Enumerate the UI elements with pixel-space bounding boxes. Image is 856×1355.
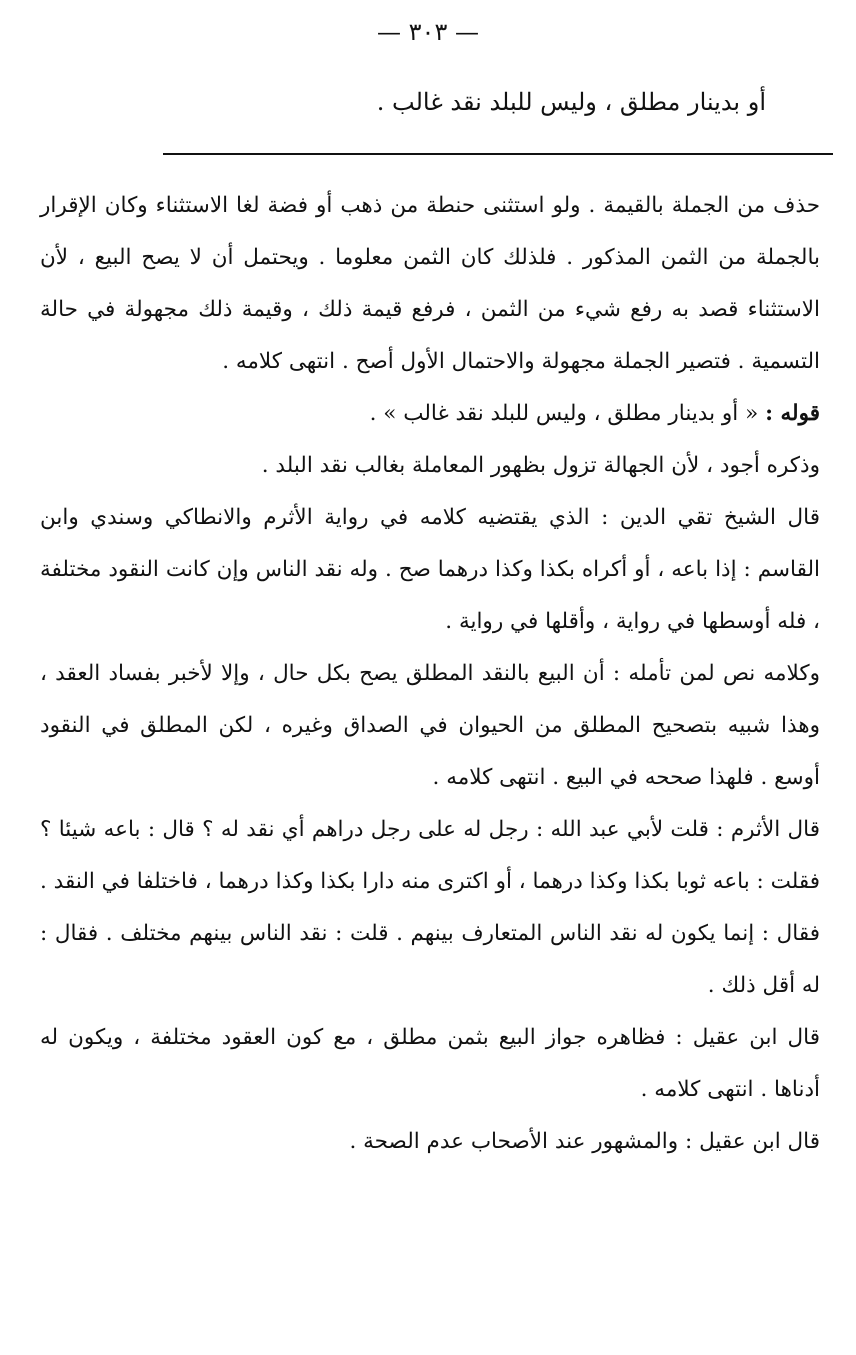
paragraph-text: قال ابن عقيل : والمشهور عند الأصحاب عدم الصحة .: [349, 1129, 820, 1154]
paragraph: [40, 804, 820, 1012]
paragraph-text: وذكره أجود ، لأن الجهالة تزول بظهور المعاملة بغالب نقد البلد .: [261, 453, 820, 478]
paragraph: [40, 388, 820, 440]
paragraph-text: « أو بدينار مطلق ، وليس للبلد نقد غالب » .: [369, 401, 759, 426]
paragraph-text: قال الشيخ تقي الدين : الذي يقتضيه كلامه في رواية الأثرم والانطاكي وسندي وابن القاسم : إذا باعه ، أو أكراه بكذا وكذا درهما صح . وله نقد الناس وإن كانت النقود مختلفة ، فله أوسطها في رواية ، وأقلها في رواية .: [40, 505, 820, 634]
paragraph: [40, 1012, 820, 1116]
paragraph-lead: قوله :: [765, 401, 820, 426]
footnote-divider: [163, 153, 833, 155]
paragraph-text: قال الأثرم : قلت لأبي عبد الله : رجل له على رجل دراهم أي نقد له ؟ قال : باعه شيئا ؟ فقلت : باعه ثوبا بكذا وكذا درهما ، أو اكترى منه دارا بكذا وكذا درهما ، فاختلفا في النقد . فقال : إنما يكون له نقد الناس المتعارف بينهم . قلت : نقد الناس بينهم مختلف . فقال : له أقل ذلك .: [40, 817, 820, 998]
paragraph: [40, 648, 820, 804]
paragraph: [40, 180, 820, 388]
commentary-body: [40, 180, 820, 1168]
page-number: — ٣٠٣ —: [377, 18, 479, 46]
paragraph: [40, 492, 820, 648]
paragraph-text: حذف من الجملة بالقيمة . ولو استثنى حنطة من ذهب أو فضة لغا الاستثناء وكان الإقرار بالجملة من الثمن المذكور . فلذلك كان الثمن معلوما . ويحتمل أن لا يصح البيع ، لأن الاستثناء قصد به رفع شيء من الثمن ، فرفع قيمة ذلك ، وقيمة ذلك مجهولة في حالة التسمية . فتصير الجملة مجهولة والاحتمال الأول أصح . انتهى كلامه .: [40, 193, 820, 374]
paragraph-text: قال ابن عقيل : فظاهره جواز البيع بثمن مطلق ، مع كون العقود مختلفة ، ويكون له أدناها . انتهى كلامه .: [40, 1025, 820, 1102]
paragraph: [40, 1116, 820, 1168]
paragraph: [40, 440, 820, 492]
main-text-line: أو بدينار مطلق ، وليس للبلد نقد غالب .: [376, 88, 766, 116]
paragraph-text: وكلامه نص لمن تأمله : أن البيع بالنقد المطلق يصح بكل حال ، وإلا لأخبر بفساد العقد ، وهذا شبيه بتصحيح المطلق من الحيوان في الصداق وغيره ، لكن المطلق في النقود أوسع . فلهذا صححه في البيع . انتهى كلامه .: [40, 661, 820, 790]
